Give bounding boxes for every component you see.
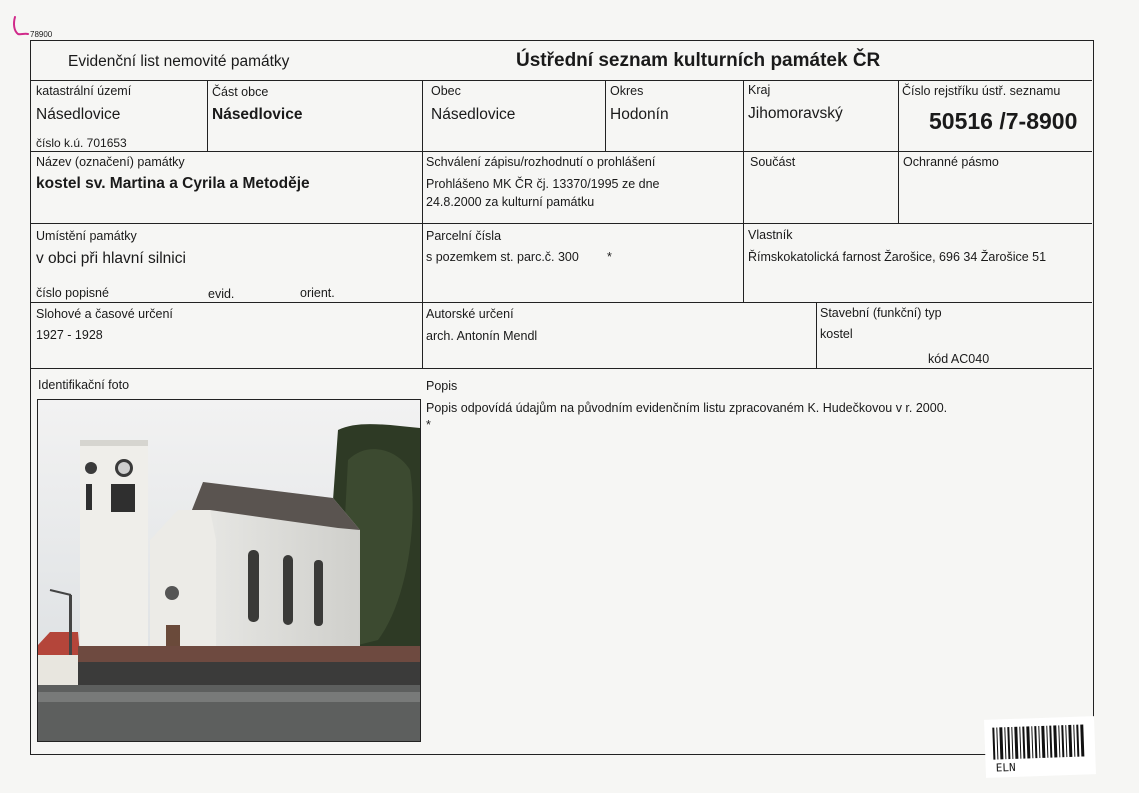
corner-code: 78900 (30, 30, 53, 39)
orient-label: orient. (300, 286, 335, 300)
kraj-label: Kraj (748, 83, 771, 97)
evid-label: evid. (208, 287, 235, 301)
katastralni-value: Násedlovice (36, 106, 121, 123)
typ-value: kostel (820, 327, 853, 341)
rule (605, 80, 606, 151)
slohove-value: 1927 - 1928 (36, 328, 103, 342)
rejstrik-label: Číslo rejstříku ústř. seznamu (902, 84, 1061, 98)
pen-mark-icon (10, 14, 32, 38)
rule (207, 80, 208, 151)
kod-value: kód AC040 (928, 352, 990, 366)
okres-value: Hodonín (610, 106, 669, 123)
vlastnik-value: Římskokatolická farnost Žarošice, 696 34 Žarošice 51 (748, 250, 1047, 264)
rule (30, 80, 1092, 81)
cislo-ku: číslo k.ú. 701653 (36, 136, 127, 150)
popis-star: * (426, 418, 431, 432)
parcelni-label: Parcelní čísla (426, 229, 502, 243)
typ-label: Stavební (funkční) typ (820, 306, 942, 320)
barcode-text: ELN (995, 760, 1016, 775)
popis-value: Popis odpovídá údajům na původním evidenčním listu zpracovaném K. Hudečkovou v r. 2000. (426, 401, 948, 415)
foto-label: Identifikační foto (38, 378, 130, 392)
soucast-label: Součást (750, 155, 796, 169)
umisteni-label: Umístění památky (36, 229, 137, 243)
rule (30, 302, 1092, 303)
cislo-popisne: číslo popisné (36, 286, 109, 300)
schvaleni-line-1: Prohlášeno MK ČR čj. 13370/1995 ze dne (426, 177, 660, 191)
cast-value: Násedlovice (212, 106, 303, 123)
cast-label: Část obce (212, 85, 269, 99)
rule (30, 223, 1092, 224)
slohove-label: Slohové a časové určení (36, 307, 173, 321)
rule (30, 151, 1092, 152)
autorske-label: Autorské určení (426, 307, 514, 321)
barcode-label (984, 716, 1096, 778)
schvaleni-label: Schválení zápisu/rozhodnutí o prohlášení (426, 155, 656, 169)
schvaleni-line-2: 24.8.2000 za kulturní památku (426, 195, 595, 209)
document-type: Evidenční list nemovité památky (68, 53, 290, 70)
rule (898, 80, 899, 223)
vlastnik-label: Vlastník (748, 228, 793, 242)
rule (30, 368, 1092, 369)
obec-label: Obec (431, 84, 461, 98)
okres-label: Okres (610, 84, 644, 98)
identification-photo (37, 399, 421, 742)
kraj-value: Jihomoravský (748, 105, 843, 122)
parcelni-value: s pozemkem st. parc.č. 300 (426, 250, 579, 264)
katastralni-label: katastrální území (36, 84, 132, 98)
nazev-label: Název (označení) památky (36, 155, 185, 169)
page-title: Ústřední seznam kulturních památek ČR (516, 50, 881, 71)
obec-value: Násedlovice (431, 106, 516, 123)
church-photo-image (38, 400, 420, 741)
rule (816, 302, 817, 368)
nazev-value: kostel sv. Martina a Cyrila a Metoděje (36, 175, 310, 192)
rule (422, 80, 423, 368)
popis-label: Popis (426, 379, 458, 393)
rejstrik-value: 50516 /7-8900 (929, 108, 1078, 134)
rule (743, 80, 744, 302)
ochranne-label: Ochranné pásmo (903, 155, 999, 169)
autorske-value: arch. Antonín Mendl (426, 329, 538, 343)
umisteni-value: v obci při hlavní silnici (36, 250, 186, 267)
parcelni-star: * (607, 250, 612, 264)
